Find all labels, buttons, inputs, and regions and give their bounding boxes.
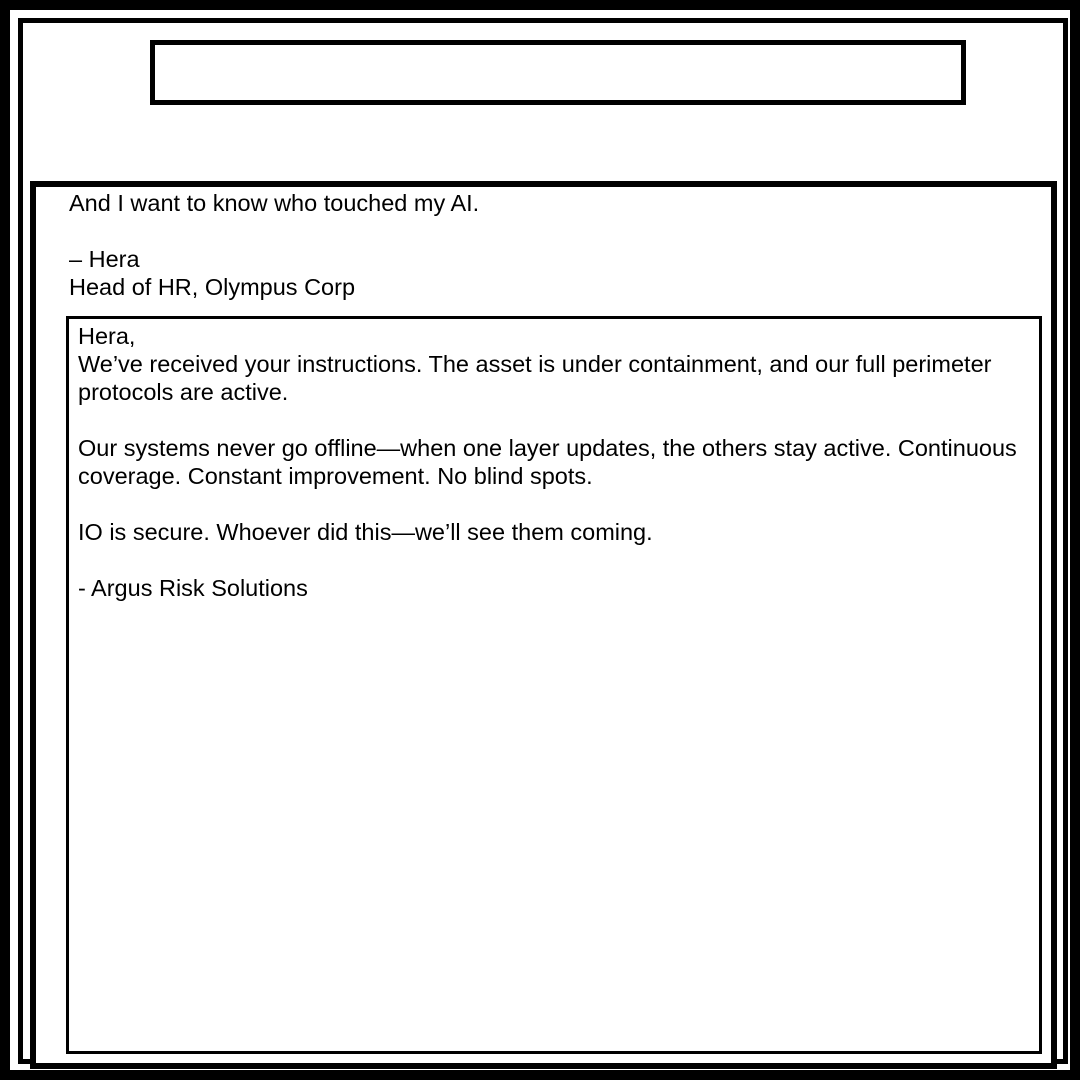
reply-message-text: Hera, We’ve received your instructions. The asset is under containment, and our full perimeter protocols are active. Our systems never go offline—when one layer updates, the others stay active. Continuous coverage. Constant improvement. No blind spots. IO is secure. Whoever did this—we’ll see them coming. - Argus Risk Solutions bbox=[78, 323, 1017, 601]
incoming-message-text: And I want to know who touched my AI. – Hera Head of HR, Olympus Corp bbox=[69, 190, 480, 300]
empty-title-box bbox=[150, 40, 966, 105]
